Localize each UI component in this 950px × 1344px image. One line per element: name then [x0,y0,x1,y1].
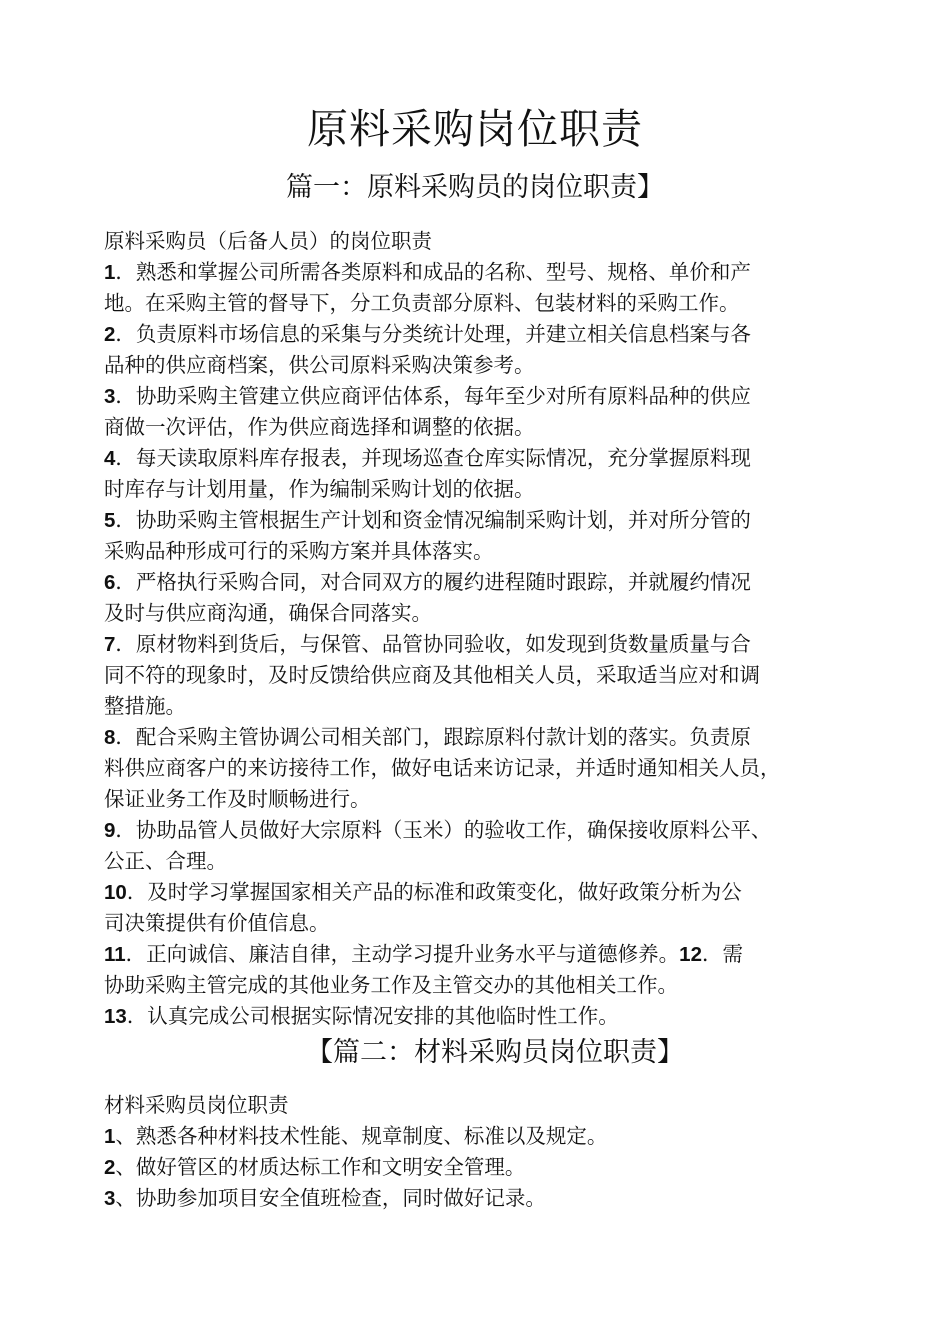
line-text: 地。在采购主管的督导下，分工负责部分原料、包装材料的采购工作。 [104,291,740,315]
line-text: ．严格执行采购合同，对合同双方的履约进程随时跟踪，并就履约情况 [115,570,751,594]
line-text: ．正向诚信、廉洁自律，主动学习提升业务水平与道德修养。 [125,942,680,966]
text-line [104,1090,864,1121]
section1-heading: 篇一：原料采购员的岗位职责】 [286,172,664,203]
line-text: ．协助采购主管根据生产计划和资金情况编制采购计划，并对所分管的 [115,508,751,532]
text-line [104,1183,864,1214]
line-text: 采购品种形成可行的采购方案并具体落实。 [104,539,494,563]
section2-heading: 【篇二：材料采购员岗位职责】 [306,1037,684,1068]
line-text: 品种的供应商档案，供公司原料采购决策参考。 [104,353,535,377]
text-line [104,660,864,691]
text-line [104,1152,864,1183]
line-text: 材料采购员岗位职责 [104,1093,289,1117]
item-number: 9 [104,819,116,842]
text-line [104,970,864,1001]
text-line [104,505,864,536]
text-line [104,443,864,474]
item-number: 2 [104,323,116,346]
text-line [104,381,864,412]
line-text: ．协助采购主管建立供应商评估体系，每年至少对所有原料品种的供应 [115,384,751,408]
text-line [104,567,864,598]
line-text: 、熟悉各种材料技术性能、规章制度、标准以及规定。 [115,1124,608,1148]
item-number: 12 [679,943,702,966]
section2-body [104,1090,864,1214]
line-text: ．每天读取原料库存报表，并现场巡查仓库实际情况，充分掌握原料现 [115,446,751,470]
text-line [104,908,864,939]
text-line [104,629,864,660]
text-line [104,474,864,505]
text-line [104,412,864,443]
line-text: 、协助参加项目安全值班检查，同时做好记录。 [115,1186,546,1210]
item-number: 5 [104,509,116,532]
item-number: 7 [104,633,116,656]
line-text: ．需 [701,942,743,966]
text-line [104,598,864,629]
line-text: 及时与供应商沟通，确保合同落实。 [104,601,432,625]
line-text: 、做好管区的材质达标工作和文明安全管理。 [115,1155,526,1179]
line-text: ．配合采购主管协调公司相关部门，跟踪原料付款计划的落实。负责原 [115,725,751,749]
text-line [104,257,864,288]
item-number: 11 [104,943,126,966]
text-line [104,753,864,784]
text-line [104,319,864,350]
text-line [104,288,864,319]
line-text: ．及时学习掌握国家相关产品的标准和政策变化，做好政策分析为公 [126,880,742,904]
item-number: 1 [104,261,116,284]
document-title: 原料采购岗位职责 [307,105,643,153]
text-line [104,1001,864,1032]
line-text: ．协助品管人员做好大宗原料（玉米）的验收工作，确保接收原料公平、 [115,818,772,842]
line-text: 原料采购员（后备人员）的岗位职责 [104,229,432,253]
line-text: ．负责原料市场信息的采集与分类统计处理，并建立相关信息档案与各 [115,322,751,346]
item-number: 2 [104,1156,116,1179]
item-number: 3 [104,1187,116,1210]
text-line [104,784,864,815]
text-line [104,226,864,257]
text-line [104,877,864,908]
line-text: 料供应商客户的来访接待工作，做好电话来访记录，并适时通知相关人员， [104,756,781,780]
line-text: ．认真完成公司根据实际情况安排的其他临时性工作。 [126,1004,619,1028]
line-text: 公正、合理。 [104,849,227,873]
text-line [104,350,864,381]
text-line [104,815,864,846]
item-number: 6 [104,571,116,594]
text-line [104,939,864,970]
text-line [104,846,864,877]
item-number: 8 [104,726,116,749]
section1-body [104,226,864,1032]
line-text: 司决策提供有价值信息。 [104,911,330,935]
line-text: 整措施。 [104,694,186,718]
line-text: 协助采购主管完成的其他业务工作及主管交办的其他相关工作。 [104,973,678,997]
line-text: ．原材物料到货后，与保管、品管协同验收，如发现到货数量质量与合 [115,632,751,656]
line-text: 时库存与计划用量，作为编制采购计划的依据。 [104,477,535,501]
item-number: 3 [104,385,116,408]
text-line [104,691,864,722]
text-line [104,1121,864,1152]
item-number: 10 [104,881,127,904]
line-text: 商做一次评估，作为供应商选择和调整的依据。 [104,415,535,439]
item-number: 1 [104,1125,116,1148]
item-number: 4 [104,447,116,470]
item-number: 13 [104,1005,127,1028]
text-line [104,536,864,567]
line-text: ．熟悉和掌握公司所需各类原料和成品的名称、型号、规格、单价和产 [115,260,751,284]
text-line [104,722,864,753]
line-text: 同不符的现象时，及时反馈给供应商及其他相关人员，采取适当应对和调 [104,663,760,687]
line-text: 保证业务工作及时顺畅进行。 [104,787,371,811]
